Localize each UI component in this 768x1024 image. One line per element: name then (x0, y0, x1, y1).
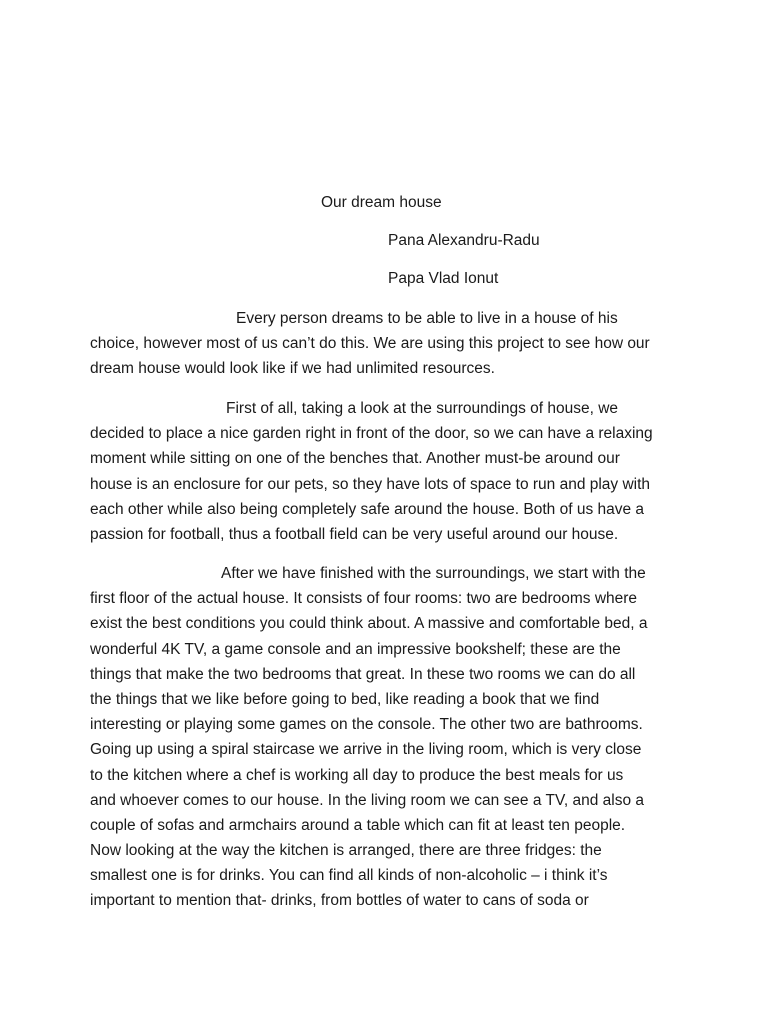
paragraph-line: decided to place a nice garden right in front of the door, so we can have a relaxing (90, 425, 653, 443)
paragraph-line: interesting or playing some games on the console. The other two are bathrooms. (90, 716, 643, 734)
paragraph-line: smallest one is for drinks. You can find all kinds of non-alcoholic – i think it’s (90, 867, 608, 885)
paragraph-intro (90, 306, 690, 382)
paragraph-line: moment while sitting on one of the benches that. Another must-be around our (90, 450, 620, 468)
paragraph-line: first floor of the actual house. It consists of four rooms: two are bedrooms where (90, 590, 638, 608)
paragraph-line: and whoever comes to our house. In the living room we can see a TV, and also a (90, 791, 645, 809)
paragraph-line: couple of sofas and armchairs around a table which can fit at least ten people. (90, 816, 626, 834)
paragraph-line: Going up using a spiral staircase we arrive in the living room, which is very close (90, 741, 642, 759)
document-title: Our dream house (321, 194, 442, 211)
paragraph-line: After we have finished with the surroundings, we start with the (221, 565, 646, 582)
paragraph-line: First of all, taking a look at the surroundings of house, we (226, 400, 619, 417)
paragraph-first-floor (90, 561, 690, 914)
paragraph-line: house is an enclosure for our pets, so they have lots of space to run and play with (90, 475, 651, 493)
paragraph-line: exist the best conditions you could think about. A massive and comfortable bed, a (90, 615, 648, 633)
paragraph-line: Now looking at the way the kitchen is arranged, there are three fridges: the (90, 842, 602, 860)
paragraph-line: the things that we like before going to bed, like reading a book that we find (90, 690, 600, 708)
paragraph-line: to the kitchen where a chef is working all day to produce the best meals for us (90, 766, 624, 784)
paragraph-surroundings (90, 396, 690, 547)
paragraph-line: things that make the two bedrooms that great. In these two rooms we can do all (90, 665, 636, 683)
paragraph-line: choice, however most of us can’t do this. We are using this project to see how our (90, 335, 650, 353)
paragraph-line: passion for football, thus a football field can be very useful around our house. (90, 525, 619, 543)
paragraph-line: each other while also being completely safe around the house. Both of us have a (90, 500, 645, 518)
paragraph-line: important to mention that- drinks, from bottles of water to cans of soda or (90, 892, 589, 910)
author-name: Pana Alexandru-Radu (388, 232, 540, 249)
paragraph-line: dream house would look like if we had unlimited resources. (90, 360, 495, 378)
paragraph-line: wonderful 4K TV, a game console and an impressive bookshelf; these are the (90, 640, 621, 658)
paragraph-line: Every person dreams to be able to live in a house of his (236, 310, 618, 327)
author-name: Papa Vlad Ionut (388, 270, 499, 287)
